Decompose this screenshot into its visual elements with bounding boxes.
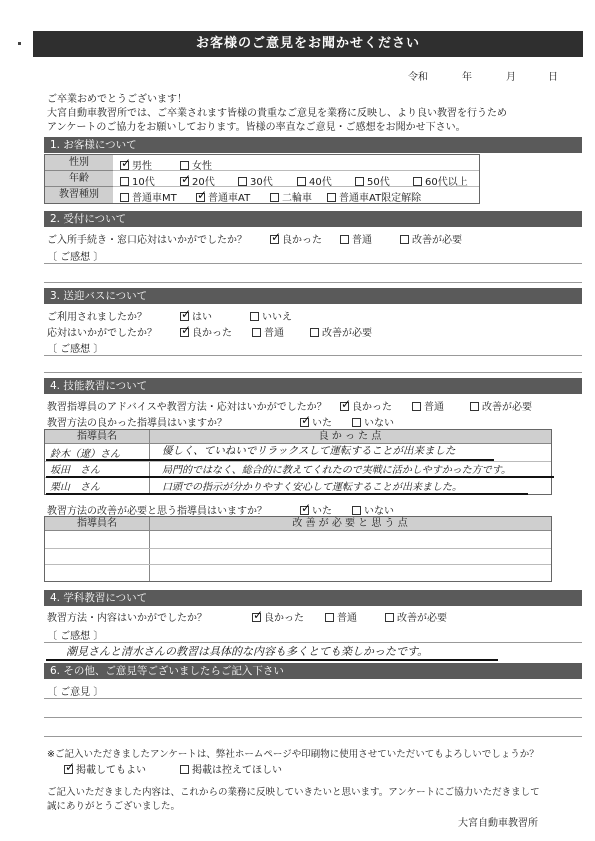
option-label: いいえ — [262, 312, 292, 323]
checkbox-checked[interactable] — [64, 765, 73, 774]
reception-ok-option[interactable] — [340, 231, 372, 246]
checkbox[interactable] — [250, 312, 259, 321]
gender-female-option[interactable] — [180, 157, 212, 172]
skills-good-option[interactable] — [340, 398, 392, 413]
checkbox[interactable] — [120, 193, 129, 202]
scan-dot — [18, 42, 21, 45]
checkbox[interactable] — [340, 235, 349, 244]
improve-instructor-table — [44, 516, 552, 582]
academic-bad-option[interactable] — [385, 609, 447, 624]
checkbox-checked[interactable] — [300, 418, 309, 427]
bus-yes-option[interactable] — [180, 308, 212, 323]
checkbox[interactable] — [325, 613, 334, 622]
checkbox[interactable] — [297, 177, 306, 186]
option-label: いた — [312, 506, 332, 517]
comment-line — [44, 717, 582, 718]
instructor-comment-2: 局門的ではなく、総合的に教えてくれたので実戦に活かしやすかった方です。 — [162, 465, 511, 476]
checkbox[interactable] — [327, 193, 336, 202]
checkbox[interactable] — [412, 402, 421, 411]
checkbox-checked[interactable] — [252, 613, 261, 622]
option-label: 普通 — [352, 235, 372, 246]
page-title: お客様のご意見をお聞かせください — [33, 31, 583, 57]
age-label-50s: 50代 — [367, 177, 390, 188]
option-label: 良かった — [192, 328, 232, 339]
checkbox[interactable] — [252, 328, 261, 337]
section-heading-customer: 1. お客様について — [44, 137, 582, 153]
gender-male-option[interactable] — [120, 157, 152, 172]
skills-ok-option[interactable] — [412, 398, 444, 413]
age-option-50s[interactable] — [355, 173, 390, 188]
publish-ng-option[interactable] — [180, 761, 282, 776]
type-label-mt: 普通車MT — [132, 193, 177, 204]
type-label-motorcycle: 二輪車 — [282, 193, 312, 204]
checkbox-checked[interactable] — [180, 328, 189, 337]
checkbox[interactable] — [238, 177, 247, 186]
option-label: 良かった — [264, 613, 304, 624]
age-label-60s: 60代以上 — [425, 177, 468, 188]
checkbox[interactable] — [352, 418, 361, 427]
comment-line — [44, 372, 582, 373]
bus-no-option[interactable] — [250, 308, 292, 323]
option-label: 改善が必要 — [412, 235, 462, 246]
section-heading-other: 6. その他、ご意見等ございましたらご記入下さい — [44, 663, 582, 679]
age-label-30s: 30代 — [250, 177, 273, 188]
age-option-20s[interactable] — [180, 173, 215, 188]
academic-ok-option[interactable] — [325, 609, 357, 624]
handwritten-underline — [46, 659, 498, 661]
reception-question: ご入所手続き・窓口応対はいかがでしたか？ — [47, 235, 247, 246]
col-instructor-name: 指導員名 — [77, 431, 117, 442]
instructor-comment-1: 優しく、ていねいでリラックスして運転することが出来ました — [162, 445, 456, 457]
col-instructor-name: 指導員名 — [77, 518, 117, 529]
school-name: 大宮自動車教習所 — [458, 818, 538, 829]
checkbox[interactable] — [120, 177, 129, 186]
comment-line — [44, 736, 582, 737]
col-improve-points: 改 善 が 必 要 と 思 う 点 — [292, 518, 408, 529]
type-option-at[interactable] — [196, 189, 250, 204]
checkbox-checked[interactable] — [270, 235, 279, 244]
other-comment-label: 〔 ご意見 〕 — [47, 687, 104, 698]
option-label: 普通 — [337, 613, 357, 624]
bad-instructor-yes-option[interactable] — [300, 502, 332, 517]
checkbox[interactable] — [400, 235, 409, 244]
gender-label: 性別 — [45, 155, 113, 171]
bus-service-question: 応対はいかがでしたか？ — [47, 328, 157, 339]
age-label-40s: 40代 — [309, 177, 332, 188]
checkbox-checked[interactable] — [300, 506, 309, 515]
date-year: 年 — [462, 72, 472, 83]
academic-good-option[interactable] — [252, 609, 304, 624]
bus-use-question: ご利用されましたか？ — [47, 312, 147, 323]
intro-line-1: ご卒業おめでとうございます！ — [47, 94, 187, 105]
row-divider — [45, 548, 551, 549]
date-day: 日 — [548, 72, 558, 83]
checkbox[interactable] — [413, 177, 422, 186]
checkbox[interactable] — [385, 613, 394, 622]
bad-instructor-no-option[interactable] — [352, 502, 394, 517]
option-label: はい — [192, 312, 212, 323]
type-option-mt[interactable] — [120, 189, 177, 204]
age-option-30s[interactable] — [238, 173, 273, 188]
publish-question: ※ご記入いただきましたアンケートは、弊社ホームページや印刷物に使用させていただいてもよろしいでしょうか？ — [47, 749, 539, 760]
section-heading-academic: 4. 学科教習について — [44, 590, 582, 606]
col-divider — [149, 517, 150, 581]
skills-bad-option[interactable] — [470, 398, 532, 413]
type-label: 教習種別 — [45, 187, 113, 203]
type-label-at: 普通車AT — [208, 193, 251, 204]
checkbox[interactable] — [270, 193, 279, 202]
skills-question-2: 教習方法の良かった指導員はいますか？ — [47, 418, 227, 429]
checkbox[interactable] — [180, 765, 189, 774]
handwritten-underline — [46, 493, 528, 495]
comment-line — [44, 282, 582, 283]
checkbox-checked[interactable] — [180, 177, 189, 186]
bus-ok-option[interactable] — [252, 324, 284, 339]
publish-ok-option[interactable] — [64, 761, 146, 776]
skills-question-1: 教習指導員のアドバイスや教習方法・応対はいかがでしたか？ — [47, 402, 327, 413]
option-label: 普通 — [264, 328, 284, 339]
instructor-name-2: 坂田 さん — [50, 465, 100, 476]
comment-line — [44, 355, 582, 356]
option-label: 良かった — [282, 235, 322, 246]
col-divider — [149, 430, 150, 494]
good-instructor-no-option[interactable] — [352, 414, 394, 429]
reception-good-option[interactable] — [270, 231, 322, 246]
option-label: 掲載してもよい — [76, 765, 146, 776]
age-label-20s: 20代 — [192, 177, 215, 188]
thanks-line-1: ご記入いただきました内容は、これからの業務に反映していきたいと思います。アンケートにご協力いただきまして — [47, 787, 540, 798]
date-era: 令和 — [408, 72, 428, 83]
option-label: 改善が必要 — [322, 328, 372, 339]
instructor-name-1: 鈴木（遼）さん — [50, 449, 120, 460]
intro-line-2: 大宮自動車教習所では、ご卒業されます皆様の貴重なご意見を業務に反映し、より良い教習を行うため — [47, 108, 507, 119]
gender-male-label: 男性 — [132, 161, 152, 172]
instructor-comment-3: 口頭での指示が分かりやすく安心して運転することが出来ました。 — [162, 482, 462, 493]
checkbox-checked[interactable] — [180, 312, 189, 321]
bus-comment-label: 〔 ご感想 〕 — [47, 344, 104, 355]
date-month: 月 — [506, 72, 516, 83]
thanks-line-2: 誠にありがとうございました。 — [47, 801, 181, 812]
checkbox-checked[interactable] — [340, 402, 349, 411]
option-label: 改善が必要 — [397, 613, 447, 624]
age-label: 年齢 — [45, 171, 113, 187]
checkbox-checked[interactable] — [120, 161, 129, 170]
option-label: いた — [312, 418, 332, 429]
intro-line-3: アンケートのご協力をお願いしております。皆様の率直なご意見・ご感想をお聞かせ下さい。 — [47, 122, 466, 133]
section-heading-reception: 2. 受付について — [44, 211, 582, 227]
academic-handwritten-comment: 潮見さんと清水さんの教習は具体的な内容も多くとても楽しかったです。 — [66, 645, 429, 658]
age-label-10s: 10代 — [132, 177, 155, 188]
comment-line — [44, 263, 582, 264]
skills-question-3: 教習方法の改善が必要と思う指導員はいますか？ — [47, 506, 267, 517]
option-label: いない — [364, 418, 394, 429]
age-option-10s[interactable] — [120, 173, 155, 188]
row-divider — [113, 170, 479, 171]
row-divider — [45, 564, 551, 565]
age-option-40s[interactable] — [297, 173, 332, 188]
checkbox[interactable] — [470, 402, 479, 411]
gender-female-label: 女性 — [192, 161, 212, 172]
checkbox[interactable] — [355, 177, 364, 186]
bus-good-option[interactable] — [180, 324, 232, 339]
checkbox[interactable] — [352, 506, 361, 515]
type-option-motorcycle[interactable] — [270, 189, 312, 204]
checkbox[interactable] — [180, 161, 189, 170]
bus-bad-option[interactable] — [310, 324, 372, 339]
option-label: 良かった — [352, 402, 392, 413]
checkbox[interactable] — [310, 328, 319, 337]
type-option-at-limit[interactable] — [327, 189, 421, 204]
section-heading-skills: 4. 技能教習について — [44, 378, 582, 394]
checkbox-checked[interactable] — [196, 193, 205, 202]
type-label-at-limit: 普通車AT限定解除 — [339, 193, 422, 204]
reception-comment-label: 〔 ご感想 〕 — [47, 252, 104, 263]
comment-line — [44, 698, 582, 699]
col-good-points: 良 か っ た 点 — [318, 431, 382, 442]
option-label: 普通 — [424, 402, 444, 413]
age-option-60s[interactable] — [413, 173, 468, 188]
academic-question: 教習方法・内容はいかがでしたか？ — [47, 613, 207, 624]
reception-bad-option[interactable] — [400, 231, 462, 246]
option-label: いない — [364, 506, 394, 517]
academic-comment-label: 〔 ご感想 〕 — [47, 631, 104, 642]
good-instructor-yes-option[interactable] — [300, 414, 332, 429]
section-heading-bus: 3. 送迎バスについて — [44, 288, 582, 304]
instructor-name-3: 栗山 さん — [50, 482, 100, 493]
option-label: 掲載は控えてほしい — [192, 765, 282, 776]
option-label: 改善が必要 — [482, 402, 532, 413]
